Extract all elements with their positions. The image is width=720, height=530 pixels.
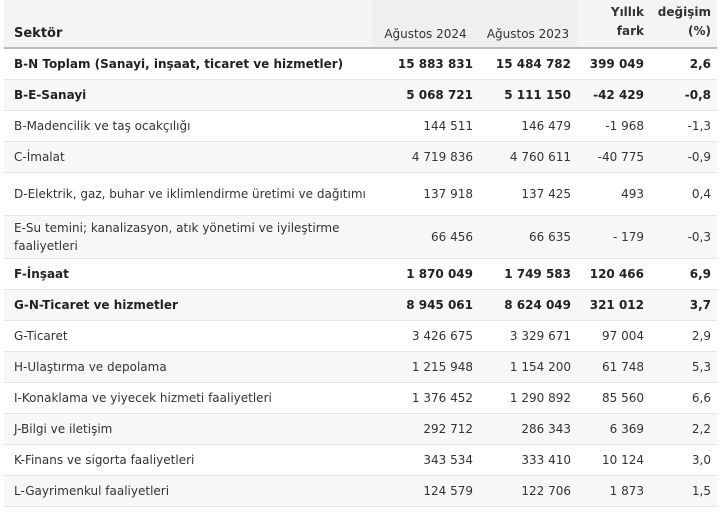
- row-pct-change: 3,7: [689, 298, 711, 312]
- row-sector: G-Ticaret: [14, 329, 68, 343]
- row-annual-diff: 10 124: [602, 453, 644, 467]
- header-sector: Sektör: [4, 0, 372, 48]
- row-sector: D-Elektrik, gaz, buhar ve iklimlendirme üretimi ve dağıtımı: [14, 187, 366, 201]
- header-annual-diff-line2: fark: [616, 24, 644, 38]
- header-pct-change-line1: değişim: [657, 5, 711, 19]
- row-sector: G-N-Ticaret ve hizmetler: [14, 298, 178, 312]
- row-annual-diff: -1 968: [605, 119, 644, 133]
- row-annual-diff: 399 049: [589, 57, 644, 71]
- row-aug2024: 15 883 831: [397, 57, 473, 71]
- row-aug2023: 1 290 892: [509, 391, 571, 405]
- row-aug2023: 3 329 671: [509, 329, 571, 343]
- row-sector: J-Bilgi ve iletişim: [14, 422, 113, 436]
- row-pct-change: 3,0: [691, 453, 711, 467]
- row-pct-change: -1,3: [687, 119, 711, 133]
- row-aug2024: 1 215 948: [411, 360, 473, 374]
- row-aug2023: 286 343: [521, 422, 571, 436]
- row-annual-diff: 6 369: [609, 422, 644, 436]
- row-aug2023: 1 154 200: [509, 360, 571, 374]
- row-aug2024: 4 719 836: [411, 150, 473, 164]
- row-pct-change: 0,4: [691, 187, 711, 201]
- row-pct-change: 1,5: [691, 484, 711, 498]
- row-aug2024: 66 456: [431, 230, 473, 244]
- table-row: [4, 80, 717, 111]
- row-sector: C-İmalat: [14, 150, 65, 164]
- row-pct-change: -0,9: [687, 150, 711, 164]
- table-row: [4, 414, 717, 445]
- row-aug2023: 137 425: [521, 187, 571, 201]
- row-aug2024: 124 579: [423, 484, 473, 498]
- table-row: [4, 142, 717, 173]
- row-sector: I-Konaklama ve yiyecek hizmeti faaliyetleri: [14, 391, 272, 405]
- row-annual-diff: 321 012: [589, 298, 644, 312]
- row-pct-change: 6,9: [689, 267, 711, 281]
- row-aug2023: 4 760 611: [509, 150, 571, 164]
- row-sector: B-E-Sanayi: [14, 88, 87, 102]
- row-aug2023: 66 635: [529, 230, 571, 244]
- table-row: [4, 321, 717, 352]
- row-sector: B-N Toplam (Sanayi, inşaat, ticaret ve hizmetler): [14, 57, 344, 71]
- row-annual-diff: 1 873: [609, 484, 644, 498]
- row-aug2024: 5 068 721: [406, 88, 473, 102]
- table-body: [4, 48, 717, 507]
- row-aug2024: 137 918: [423, 187, 473, 201]
- row-annual-diff: - 179: [612, 230, 644, 244]
- row-sector: F-İnşaat: [14, 267, 69, 281]
- row-sector: E-Su temini; kanalizasyon, atık yönetimi ve iyileştirme faaliyetleri: [14, 221, 340, 253]
- header-pct-change: [650, 0, 717, 48]
- row-pct-change: -0,8: [684, 88, 711, 102]
- row-annual-diff: 120 466: [589, 267, 644, 281]
- row-aug2023: 15 484 782: [495, 57, 571, 71]
- row-aug2024: 3 426 675: [411, 329, 473, 343]
- row-annual-diff: 97 004: [602, 329, 644, 343]
- header-aug2023: Ağustos 2023: [479, 0, 577, 48]
- header-pct-change-line2: (%): [688, 24, 711, 38]
- row-aug2024: 1 376 452: [411, 391, 473, 405]
- row-aug2023: 122 706: [521, 484, 571, 498]
- row-aug2023: 1 749 583: [504, 267, 571, 281]
- header-aug2024: Ağustos 2024: [372, 0, 479, 48]
- table-row: [4, 476, 717, 507]
- row-aug2024: 343 534: [423, 453, 473, 467]
- table-row: [4, 383, 717, 414]
- table-row: [4, 290, 717, 321]
- table-row: [4, 111, 717, 142]
- row-annual-diff: 85 560: [602, 391, 644, 405]
- row-aug2023: 146 479: [521, 119, 571, 133]
- table-row: [4, 352, 717, 383]
- row-pct-change: 6,6: [691, 391, 711, 405]
- table-header: [4, 0, 717, 48]
- row-aug2024: 8 945 061: [406, 298, 473, 312]
- row-pct-change: 5,3: [691, 360, 711, 374]
- row-aug2023: 8 624 049: [504, 298, 571, 312]
- header-annual-diff: [577, 0, 650, 48]
- row-sector: B-Madencilik ve taş ocakçılığı: [14, 119, 191, 133]
- row-aug2024: 144 511: [423, 119, 473, 133]
- row-pct-change: 2,9: [691, 329, 711, 343]
- row-aug2024: 1 870 049: [406, 267, 473, 281]
- row-annual-diff: -42 429: [593, 88, 644, 102]
- employment-table: [4, 0, 717, 507]
- table-row: [4, 216, 717, 259]
- row-aug2023: 333 410: [521, 453, 571, 467]
- row-pct-change: 2,6: [689, 57, 711, 71]
- row-aug2023: 5 111 150: [504, 88, 571, 102]
- row-annual-diff: -40 775: [597, 150, 644, 164]
- table-row: [4, 259, 717, 290]
- row-annual-diff: 61 748: [602, 360, 644, 374]
- row-aug2024: 292 712: [423, 422, 473, 436]
- header-annual-diff-line1: Yıllık: [610, 5, 644, 19]
- row-sector: H-Ulaştırma ve depolama: [14, 360, 167, 374]
- table-row: [4, 445, 717, 476]
- row-sector: L-Gayrimenkul faaliyetleri: [14, 484, 170, 498]
- row-sector: K-Finans ve sigorta faaliyetleri: [14, 453, 195, 467]
- table-row: [4, 173, 717, 216]
- table-row: [4, 48, 717, 80]
- row-pct-change: 2,2: [691, 422, 711, 436]
- row-annual-diff: 493: [621, 187, 644, 201]
- row-pct-change: -0,3: [687, 230, 711, 244]
